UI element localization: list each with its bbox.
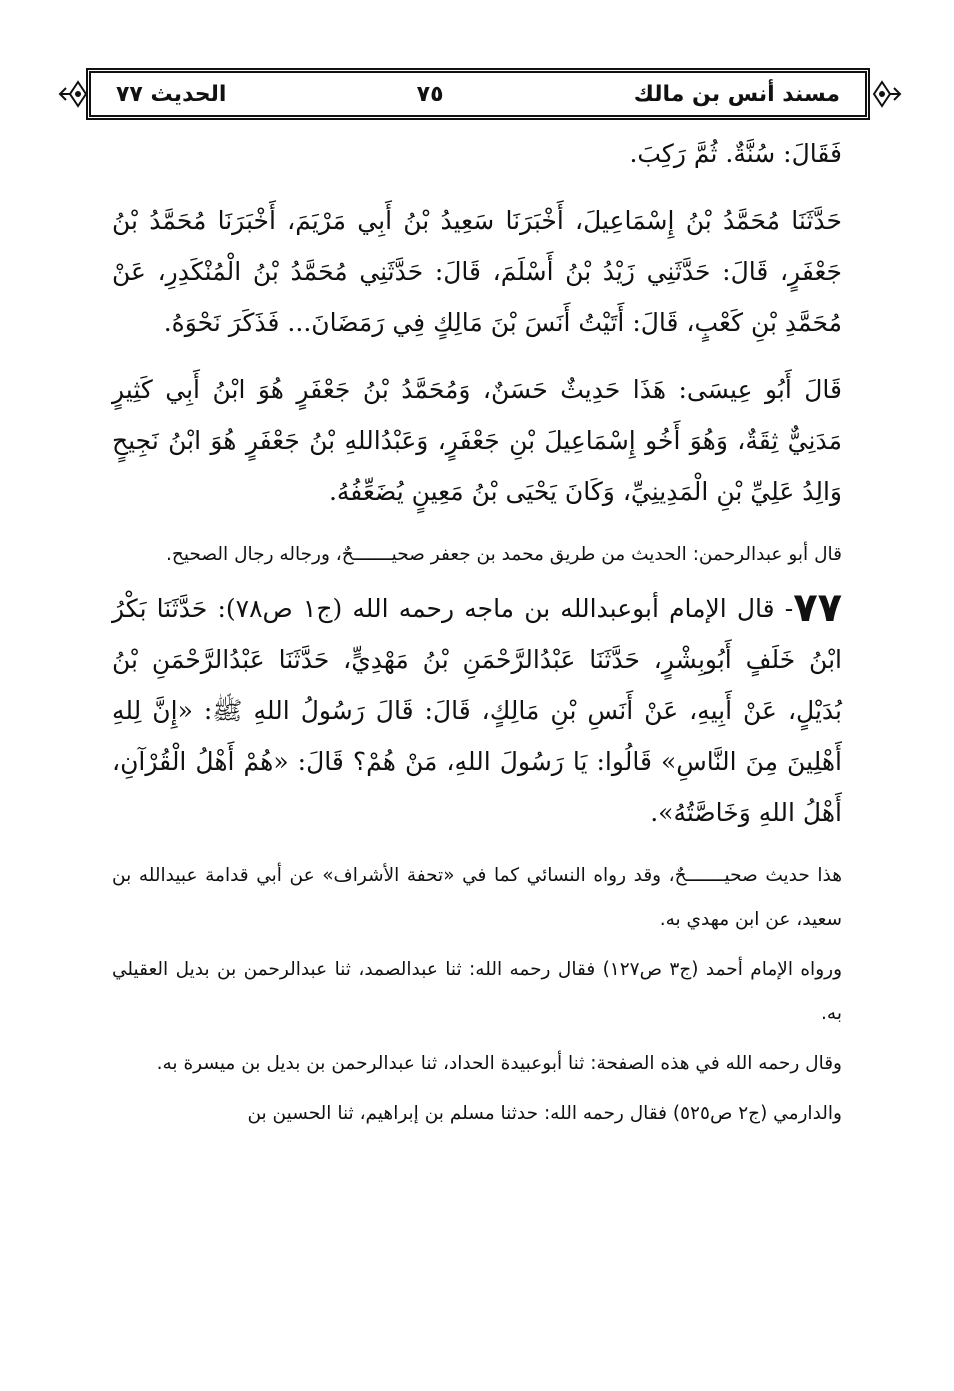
ornament-right-icon [872,78,902,110]
book-title: مسند أنس بن مالك [633,81,840,107]
paragraph-5 [112,583,842,838]
paragraph-1: فَقَالَ: سُنَّةٌ. ثُمَّ رَكِبَ. [629,139,842,168]
page-body [112,128,842,1142]
hadith-text: - قال الإمام أبوعبدالله بن ماجه رحمه الله (ج١ ص٧٨): حَدَّثَنَا بَكْرُ ابْنُ خَلَفٍ أَبُوبِشْرٍ، حَدَّثَنَا عَبْدُالرَّحْمَنِ بْنُ مَهْدِيٍّ، حَدَّثَنَا عَبْدُالرَّحْمَنِ بْنُ بُدَيْلٍ، عَنْ أَبِيهِ، عَنْ أَنَسِ بْنِ مَالِكٍ، قَالَ: قَالَ رَسُولُ اللهِ ﷺ: «إِنَّ لِلهِ أَهْلِينَ مِنَ النَّاسِ» قَالُوا: يَا رَسُولَ اللهِ، مَنْ هُمْ؟ قَالَ: «هُمْ أَهْلُ الْقُرْآنِ، أَهْلُ اللهِ وَخَاصَّتُهُ». [112,594,842,827]
hadith-label: الحديث ٧٧ [116,81,227,107]
paragraph-6: هذا حديث صحيـــــــحٌ، وقد رواه النسائي كما في «تحفة الأشراف» عن أبي قدامة عبيدالله بن سعيد، عن ابن مهدي به. [112,865,842,930]
paragraph-9: والدارمي (ج٢ ص٥٢٥) فقال رحمه الله: حدثنا مسلم بن إبراهيم، ثنا الحسين بن [247,1103,842,1124]
ornament-left-icon [58,78,88,110]
page-number: ٧٥ [416,81,444,107]
paragraph-4: قال أبو عبدالرحمن: الحديث من طريق محمد بن جعفر صحيـــــــحٌ، ورجاله رجال الصحيح. [166,544,842,565]
paragraph-8: وقال رحمه الله في هذه الصفحة: ثنا أبوعبيدة الحداد، ثنا عبدالرحمن بن بديل بن ميسرة به. [156,1053,842,1074]
paragraph-7: ورواه الإمام أحمد (ج٣ ص١٢٧) فقال رحمه الله: ثنا عبدالصمد، ثنا عبدالرحمن بن بديل العقيلي به. [112,959,843,1024]
hadith-number: ٧٧ [793,585,843,631]
page-header [116,72,840,116]
paragraph-3: قَالَ أَبُو عِيسَى: هَذَا حَدِيثٌ حَسَنٌ، وَمُحَمَّدُ بْنُ جَعْفَرٍ هُوَ ابْنُ أَبِي كَثِيرٍ مَدَنِيٌّ ثِقَةٌ، وَهُوَ أَخُو إِسْمَاعِيلَ بْنِ جَعْفَرٍ، وَعَبْدُاللهِ بْنُ جَعْفَرٍ هُوَ ابْنُ نَجِيحٍ وَالِدُ عَلِيِّ بْنِ الْمَدِينِيِّ، وَكَانَ يَحْيَى بْنُ مَعِينٍ يُضَعِّفُهُ. [112,375,842,506]
paragraph-2: حَدَّثَنَا مُحَمَّدُ بْنُ إِسْمَاعِيلَ، أَخْبَرَنَا سَعِيدُ بْنُ أَبِي مَرْيَمَ، أَخْبَرَنَا مُحَمَّدُ بْنُ جَعْفَرٍ، قَالَ: حَدَّثَنِي زَيْدُ بْنُ أَسْلَمَ، قَالَ: حَدَّثَنِي مُحَمَّدُ بْنُ الْمُنْكَدِرِ، عَنْ مُحَمَّدِ بْنِ كَعْبٍ، قَالَ: أَتَيْتُ أَنَسَ بْنَ مَالِكٍ فِي رَمَضَانَ... فَذَكَرَ نَحْوَهُ. [112,206,842,337]
